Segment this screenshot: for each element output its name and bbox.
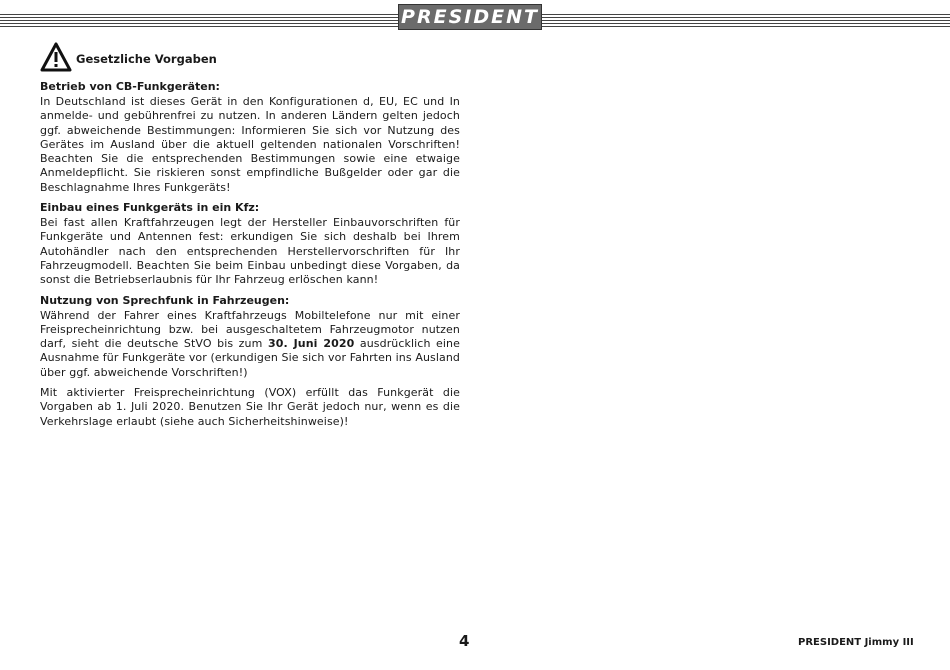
- paragraph-radio-in-vehicle-part2: ausdrücklich eine Ausnahme für Funkgeräte vor (erkundigen Sie sich vor Fahrten ins Ausland über ggf. abweichende Vorschriften!): [40, 337, 460, 379]
- page-number: 4: [459, 632, 470, 650]
- paragraph-cb-operation: In Deutschland ist dieses Gerät in den Konfigurationen d, EU, EC und In anmelde- und gebührenfrei zu nutzen. In anderen Ländern gelten jedoch ggf. abweichende Bestimmungen: Informieren Sie sich vor Nutzung des Gerätes im Ausland über die aktuell geltenden nationalen Vorschriften! Beachten Sie die entsprechenden Bestimmungen sowie eine etwaige Anmeldepflicht. Sie riskieren sonst empfindliche Bußgelder oder gar die Beschlagnahme Ihres Funkgeräts!: [40, 95, 460, 194]
- heading-radio-in-vehicle: Nutzung von Sprechfunk in Fahrzeugen:: [40, 293, 290, 307]
- heading-vehicle-install: Einbau eines Funkgeräts in ein Kfz:: [40, 201, 260, 215]
- footer-model-name: PRESIDENT Jimmy III: [798, 637, 914, 648]
- deadline-date: 30. Juni 2020: [267, 337, 355, 351]
- paragraph-radio-in-vehicle-part1: Während der Fahrer eines Kraftfahrzeugs Mobiltelefone nur mit einer Freisprecheinrichtung bzw. bei ausgeschaltetem Fahrzeugmotor nutzen darf, sieht die deutsche StVO bis zum: [40, 308, 460, 351]
- paragraph-radio-in-vehicle: [40, 309, 460, 380]
- paragraph-vox: Mit aktivierter Freisprecheinrichtung (VOX) erfüllt das Funkgerät die Vorgaben ab 1. Juli 2020. Benutzen Sie Ihr Gerät jedoch nur, wenn es die Verkehrslage erlaubt (siehe auch Sicherheitshinweise)!: [40, 386, 460, 428]
- brand-logo: [398, 4, 542, 30]
- section-title: Gesetzliche Vorgaben: [76, 52, 217, 66]
- heading-cb-operation: Betrieb von CB-Funkgeräten:: [40, 80, 220, 93]
- section-header: [40, 42, 460, 72]
- paragraph-vehicle-install: Bei fast allen Kraftfahrzeugen legt der Hersteller Einbauvorschriften für Funkgeräte und Antennen fest: erkundigen Sie sich deshalb bei Ihrem Autohändler nach den entsprechenden Herstellervorschriften für Ihr Fahrzeugmodell. Beachten Sie beim Einbau unbedingt diese Vorgaben, da sonst die Betriebserlaubnis für Ihr Fahrzeug erlöschen kann!: [40, 216, 460, 287]
- warning-triangle-icon: [40, 42, 72, 72]
- main-content: [40, 42, 460, 435]
- brand-logo-text: PRESIDENT: [401, 6, 539, 28]
